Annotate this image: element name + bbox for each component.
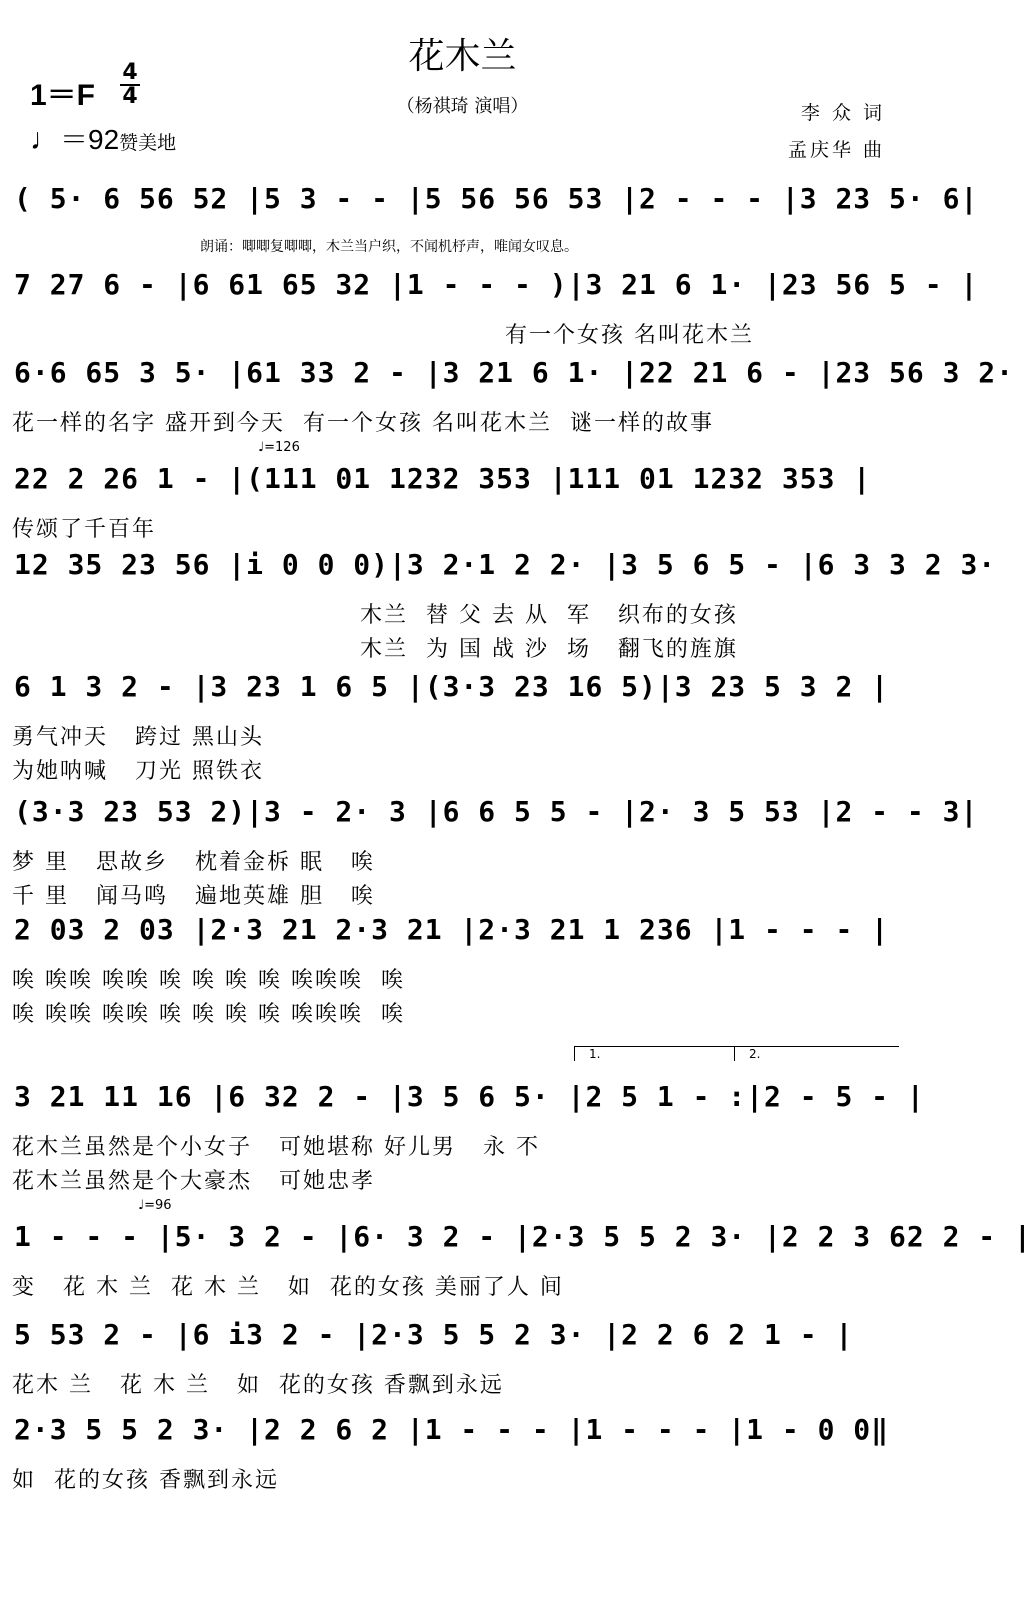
lyric-line: 花木兰虽然是个小女子 可她堪称 好儿男 永 不 [12,1135,540,1160]
lyricist: 李 众 词 [800,102,885,124]
notation-line: 2·3 5 5 2 3· |2 2 6 2 |1 - - - |1 - - - |1 - 0 0‖ [14,1413,890,1446]
notation-line: 7 27 6 - |6 61 65 32 |1 - - - )|3 21 6 1· |23 56 5 - | [14,268,979,301]
singer-credit: （杨祺琦 演唱） [396,96,529,117]
recitation-text: 朗诵：唧唧复唧唧，木兰当户织，不闻机杼声，唯闻女叹息。 [200,239,578,255]
lyric-line: 木兰 为 国 战 沙 场 翻飞的旌旗 [360,637,738,662]
volta-first-ending: 1. [574,1046,739,1061]
notation-line: 2 03 2 03 |2·3 21 2·3 21 |2·3 21 1 236 |1 - - - | [14,913,890,946]
notation-line: 6·6 65 3 5· |61 33 2 - |3 21 6 1· |22 21 6 - |23 56 3 2· [14,356,1015,389]
time-bottom: 4 [122,84,138,109]
quarter-note-icon: ♩ [30,123,60,156]
notation-line: 1 - - - |5· 3 2 - |6· 3 2 - |2·3 5 5 2 3· |2 2 3 62 2 - | [14,1220,1032,1253]
tempo-marking [30,118,176,158]
tempo-change-96: ♩=96 [138,1198,172,1213]
lyric-line: 花木兰虽然是个大豪杰 可她忠孝 [12,1169,375,1194]
notation-line: 22 2 26 1 - |(111 01 1232 353 |111 01 1232 353 | [14,462,872,495]
lyric-line: 木兰 替 父 去 从 军 织布的女孩 [360,603,738,628]
lyric-line: 如 花的女孩 香飘到永远 [12,1468,279,1493]
notation-line: 3 21 11 16 |6 32 2 - |3 5 6 5· |2 5 1 - :|2 - 5 - | [14,1080,925,1113]
tempo-style: 赞美地 [119,133,177,154]
volta-second-ending: 2. [734,1046,899,1061]
lyric-line: 唉 唉唉 唉唉 唉 唉 唉 唉 唉唉唉 唉 [12,968,405,993]
song-title: 花木兰 [408,36,517,77]
lyric-line: 千 里 闻马鸣 遍地英雄 胆 唉 [12,884,375,909]
lyric-line: 花一样的名字 盛开到今天 有一个女孩 名叫花木兰 谜一样的故事 [12,411,714,436]
notation-line: ( 5· 6 56 52 |5 3 - - |5 56 56 53 |2 - - - |3 23 5· 6| [14,182,979,215]
lyric-line: 有一个女孩 名叫花木兰 [505,323,754,348]
notation-line: 12 35 23 56 |i 0 0 0)|3 2·1 2 2· |3 5 6 5 - |6 3 3 2 3· [14,548,997,581]
time-signature [120,62,140,108]
time-top: 4 [120,62,140,86]
lyric-line: 勇气冲天 跨过 黑山头 [12,725,264,750]
notation-line: (3·3 23 53 2)|3 - 2· 3 |6 6 5 5 - |2· 3 5 53 |2 - - 3| [14,795,979,828]
key-signature: 1＝F [30,79,96,112]
notation-line: 5 53 2 - |6 i3 2 - |2·3 5 5 2 3· |2 2 6 2 1 - | [14,1318,854,1351]
lyric-line: 为她呐喊 刀光 照铁衣 [12,759,264,784]
lyric-line: 梦 里 思故乡 枕着金柝 眠 唉 [12,850,375,875]
lyric-line: 唉 唉唉 唉唉 唉 唉 唉 唉 唉唉唉 唉 [12,1002,405,1027]
notation-line: 6 1 3 2 - |3 23 1 6 5 |(3·3 23 16 5)|3 23 5 3 2 | [14,670,890,703]
lyric-line: 变 花 木 兰 花 木 兰 如 花的女孩 美丽了人 间 [12,1275,564,1300]
lyric-line: 传颂了千百年 [12,517,157,542]
lyric-line: 花木 兰 花 木 兰 如 花的女孩 香飘到永远 [12,1373,504,1398]
composer: 孟庆华 曲 [787,139,885,161]
tempo-value: ＝92 [60,124,120,155]
tempo-change-126: ♩=126 [258,440,300,455]
